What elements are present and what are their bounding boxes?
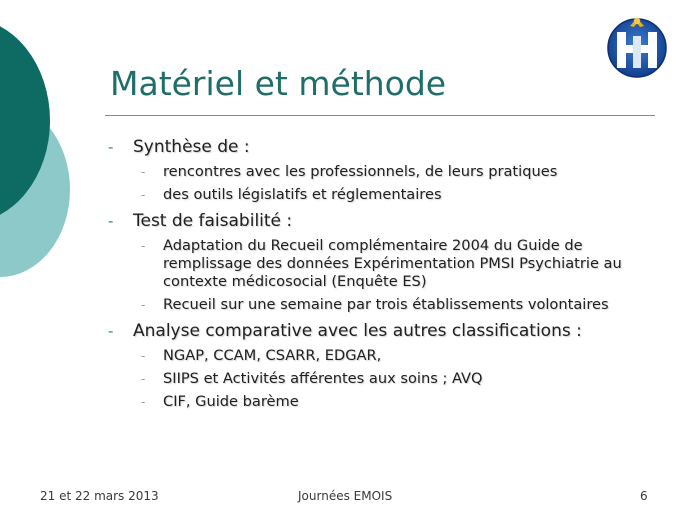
footer-date: 21 et 22 mars 2013	[40, 489, 159, 503]
bullet-text: Synthèse de :	[133, 137, 250, 157]
sub-bullet-item	[105, 237, 675, 291]
sub-bullet-text: NGAP, CCAM, CSARR, EDGAR,	[163, 347, 382, 364]
sub-bullet-text: SIIPS et Activités afférentes aux soins ; AVQ	[163, 370, 483, 387]
sub-bullet-text: rencontres avec les professionnels, de leurs pratiques	[163, 163, 558, 180]
sub-bullet-item	[105, 186, 675, 204]
sub-bullet-marker: -	[141, 298, 146, 312]
bullet-marker: -	[108, 212, 114, 230]
bullet-marker: -	[108, 138, 114, 156]
bullet-list	[105, 136, 675, 411]
sub-bullet-text: CIF, Guide barème	[163, 393, 299, 410]
sub-bullet-text: des outils législatifs et réglementaires	[163, 186, 442, 203]
bullet-marker: -	[108, 322, 114, 340]
slide-title: Matériel et méthode	[110, 64, 447, 103]
sub-bullet-marker: -	[141, 188, 146, 202]
title-divider	[105, 115, 655, 116]
sub-bullet-marker: -	[141, 349, 146, 363]
bullet-item-synthese	[105, 136, 675, 158]
sub-bullet-item	[105, 296, 675, 314]
sub-bullet-marker: -	[141, 165, 146, 179]
sub-bullet-marker: -	[141, 372, 146, 386]
sub-bullet-marker: -	[141, 395, 146, 409]
footer-page-number: 6	[640, 489, 648, 503]
sub-bullet-item	[105, 370, 675, 388]
sub-bullet-item	[105, 393, 675, 411]
emois-logo-icon	[606, 12, 668, 78]
bullet-text: Analyse comparative avec les autres classifications :	[133, 321, 582, 341]
sub-bullet-item	[105, 163, 675, 181]
sub-bullet-text: Adaptation du Recueil complémentaire 2004 du Guide de remplissage des données Expérimentation PMSI Psychiatrie au contexte médicosocial (Enquête ES)	[163, 237, 622, 290]
footer-event: Journées EMOIS	[298, 489, 393, 503]
bullet-item-test-faisabilite	[105, 210, 675, 232]
sub-bullet-item	[105, 347, 675, 365]
bullet-text: Test de faisabilité :	[133, 211, 293, 231]
sub-bullet-text: Recueil sur une semaine par trois établissements volontaires	[163, 296, 609, 313]
bullet-item-analyse-comparative	[105, 320, 675, 342]
sub-bullet-marker: -	[141, 239, 146, 253]
